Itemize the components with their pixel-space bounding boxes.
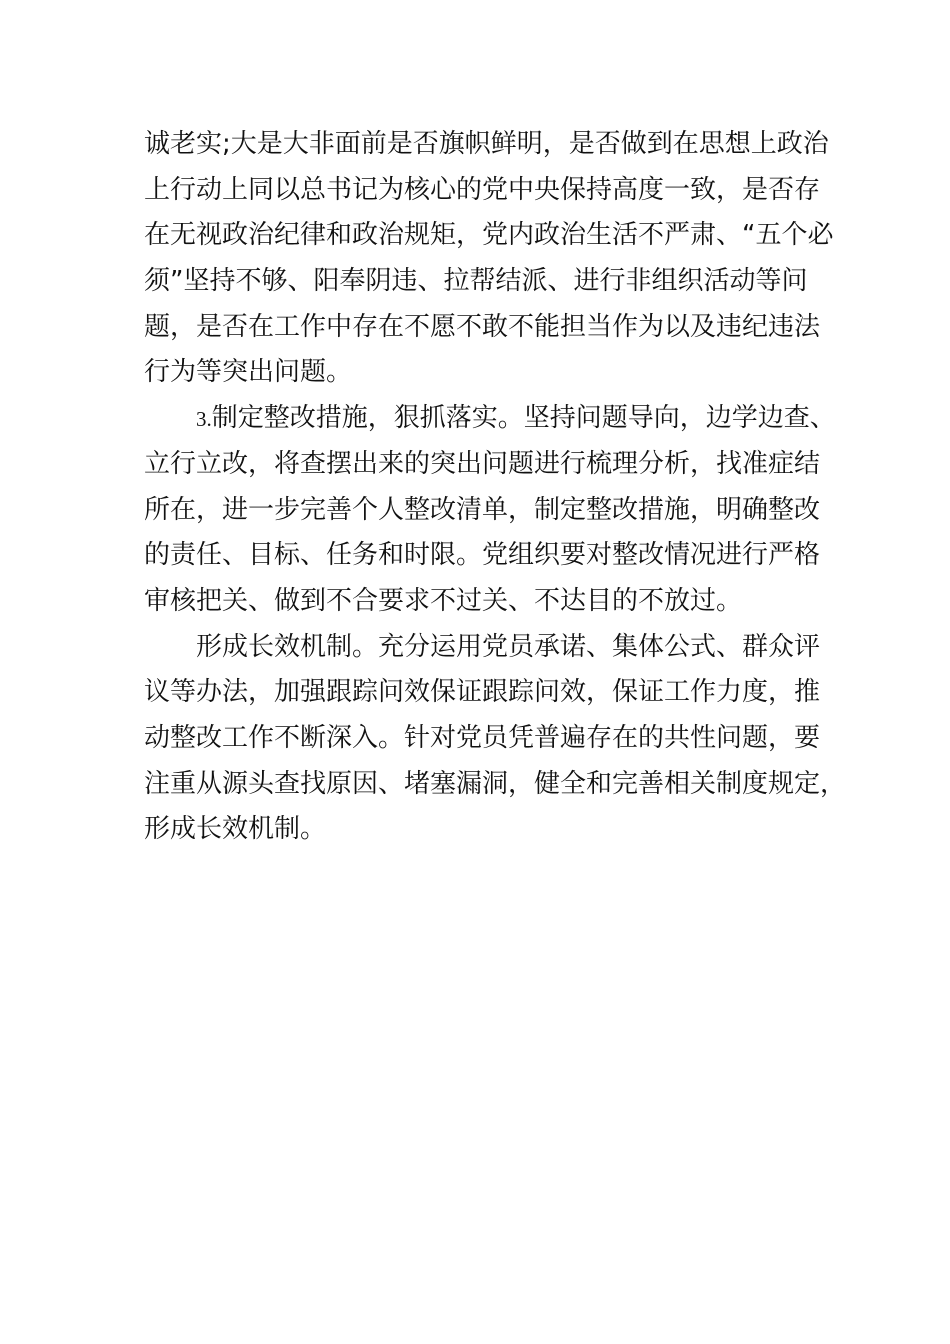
- text-line: 的责任、目标、任务和时限。党组织要对整改情况进行严格: [144, 540, 821, 571]
- text-line: 上行动上同以总书记为核心的党中央保持高度一致，是否存: [144, 174, 821, 205]
- text-line: 在无视政治纪律和政治规矩，党内政治生活不严肃、“五个必: [144, 220, 834, 251]
- paragraph-start-line: [144, 396, 836, 442]
- document-body: [144, 122, 847, 853]
- paragraph-start-line: 形成长效机制。充分运用党员承诺、集体公式、群众评: [196, 631, 821, 662]
- text-line: 诚老实;大是大非面前是否旗帜鲜明，是否做到在思想上政治: [144, 129, 829, 159]
- item-number: 3.: [196, 407, 212, 432]
- text-line: 立行立改，将查摆出来的突出问题进行梳理分析，找准症结: [144, 448, 821, 479]
- text-line: 议等办法，加强跟踪问效保证跟踪问效，保证工作力度，推: [144, 677, 821, 708]
- text-line: 动整改工作不断深入。针对党员凭普遍存在的共性问题，要: [144, 722, 821, 753]
- text-line: 所在，进一步完善个人整改清单，制定整改措施，明确整改: [144, 494, 821, 525]
- text-line: 题，是否在工作中存在不愿不敢不能担当作为以及违纪违法: [144, 311, 821, 342]
- text-line: 形成长效机制。: [144, 814, 327, 845]
- text-line: 审核把关、做到不合要求不过关、不达目的不放过。: [144, 585, 743, 616]
- item-text: 制定整改措施，狠抓落实。坚持问题导向，边学边查、: [211, 403, 836, 434]
- text-line: 行为等突出问题。: [144, 357, 353, 388]
- text-line: 须”坚持不够、阳奉阴违、拉帮结派、进行非组织活动等问: [144, 266, 808, 297]
- text-line: 注重从源头查找原因、堵塞漏洞，健全和完善相关制度规定，: [144, 768, 847, 799]
